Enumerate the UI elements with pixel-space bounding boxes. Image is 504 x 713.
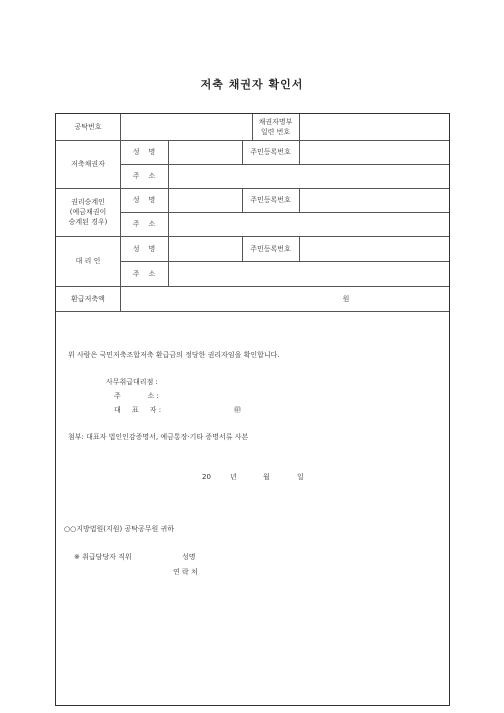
row-divider: [120, 261, 449, 262]
seal-mark: ㊞: [234, 406, 241, 414]
col-divider: [168, 140, 169, 286]
agent-name-label: 성 명: [132, 244, 156, 253]
successor-label: [56, 188, 120, 236]
attachment-note: 첨부: 대표자 법인인감증명서, 예금통장·기타 증명서류 사본: [68, 433, 249, 441]
saving-creditor-label: 저축채권자: [71, 160, 105, 168]
confirmation-form: [55, 113, 450, 706]
confirm-statement: 위 사람은 국민저축조합저축 환급금의 정당한 권리자임을 확인합니다.: [68, 351, 280, 359]
successor-address-label: 주 소: [132, 220, 156, 228]
currency-unit: 원: [342, 294, 350, 303]
creditor-serial-label-line-2: 일련 번호: [260, 128, 291, 136]
handler-contact-label: 연 락 처: [173, 568, 198, 576]
agent-resident-no-label: 주민등록번호: [250, 244, 291, 253]
date-year: 20: [202, 473, 211, 481]
handler-name-label: 성명: [182, 553, 196, 561]
col-divider: [299, 140, 300, 164]
branch-address-label: 주 소 :: [114, 392, 159, 400]
agent-address-label: 주 소: [132, 269, 156, 278]
successor-label-line-2: (예금채권이: [69, 208, 107, 216]
recipient-line: ○○지방법원(지원) 공탁공무원 귀하: [64, 525, 175, 533]
col-divider: [299, 188, 300, 212]
date-month-unit: 월: [263, 473, 270, 481]
page-title: 저축 채권자 확인서: [200, 78, 304, 91]
refund-amount-label: 환급저축액: [71, 294, 105, 303]
branch-label: 사무취급대리점 :: [106, 378, 158, 386]
creditor-address-label: 주 소: [132, 172, 156, 180]
creditor-serial-label-line-1: 채권자명부: [258, 118, 293, 126]
date-year-unit: 년: [230, 473, 237, 481]
creditor-resident-no-label: 주민등록번호: [250, 148, 291, 156]
date-day-unit: 일: [297, 473, 304, 481]
row-divider: [120, 212, 449, 213]
creditor-name-label: 성 명: [132, 148, 156, 156]
successor-label-line-3: 승계된 경우): [68, 218, 108, 226]
col-divider: [299, 114, 300, 140]
agent-label: 대 리 인: [75, 257, 101, 265]
handler-note-label: ※ 취급담당자 직위: [74, 553, 132, 561]
row-divider: [120, 164, 449, 165]
deposit-no-label: 공탁번호: [74, 123, 102, 131]
col-divider: [299, 236, 300, 261]
successor-resident-no-label: 주민등록번호: [250, 196, 291, 204]
successor-name-label: 성 명: [132, 196, 156, 204]
row-divider: [56, 311, 449, 312]
representative-label: 대 표 자 :: [114, 406, 162, 414]
successor-label-line-1: 권리승계인: [71, 198, 105, 206]
creditor-serial-label: [252, 114, 299, 140]
